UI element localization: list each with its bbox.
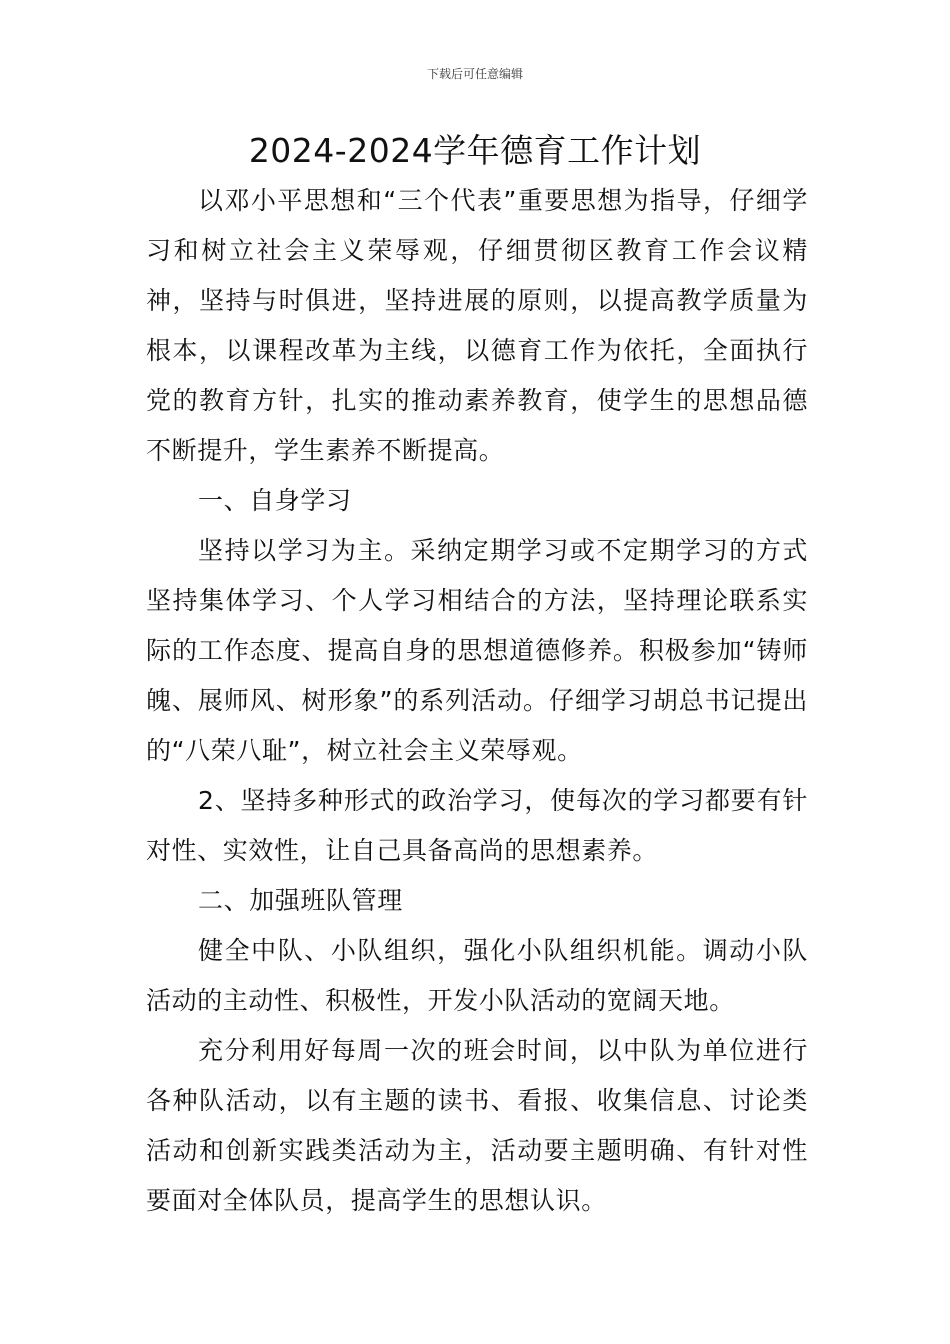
paragraph-self-study-2: 2、坚持多种形式的政治学习，使每次的学习都要有针对性、实效性，让自己具备高尚的思想素养。 [146, 786, 808, 865]
document-body [146, 176, 808, 1226]
paragraph-class-management-1: 健全中队、小队组织，强化小队组织机能。调动小队活动的主动性、积极性，开发小队活动的宽阔天地。 [146, 936, 808, 1015]
paragraph-class-management-2: 充分利用好每周一次的班会时间，以中队为单位进行各种队活动，以有主题的读书、看报、收集信息、讨论类活动和创新实践类活动为主，活动要主题明确、有针对性要面对全体队员，提高学生的思想认识。 [146, 1036, 808, 1215]
header-note: 下载后可任意编辑 [426, 67, 523, 81]
section-heading-class-management: 二、加强班队管理 [198, 886, 403, 915]
paragraph-self-study-1: 坚持以学习为主。采纳定期学习或不定期学习的方式坚持集体学习、个人学习相结合的方法，坚持理论联系实际的工作态度、提高自身的思想道德修养。积极参加“铸师魄、展师风、树形象”的系列活动。仔细学习胡总书记提出的“八荣八耻”，树立社会主义荣辱观。 [146, 536, 808, 765]
intro-paragraph: 以邓小平思想和“三个代表”重要思想为指导，仔细学习和树立社会主义荣辱观，仔细贯彻区教育工作会议精神，坚持与时俱进，坚持进展的原则，以提高教学质量为根本，以课程改革为主线，以德育工作为依托，全面执行党的教育方针，扎实的推动素养教育，使学生的思想品德不断提升，学生素养不断提高。 [146, 186, 808, 465]
document-title: 2024-2024学年德育工作计划 [248, 131, 702, 170]
section-heading-self-study: 一、自身学习 [198, 486, 352, 515]
